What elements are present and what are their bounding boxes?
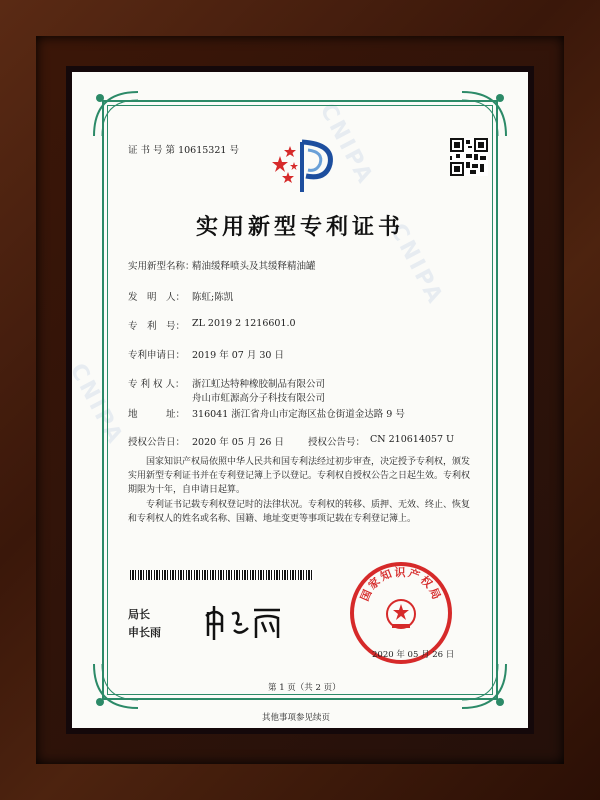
watermark: CNIPA [384, 219, 449, 310]
field-value-utility-name: 精油缓释喷头及其缓释精油罐 [192, 261, 316, 272]
watermark: CNIPA [314, 99, 379, 190]
field-label-patentee: 专 利 权 人： [128, 379, 185, 390]
field-label-patent-number: 专 利 号： [128, 321, 186, 332]
corner-ornament-icon [458, 88, 510, 140]
seal-text: 国家知识产权局 [358, 566, 444, 604]
grant-statement: 国家知识产权局依照中华人民共和国专利法经过初步审查，决定授予专利权，颁发实用新型专利证书并在专利登记簿上予以登记。专利权自授权公告之日起生效。专利权期限为十年，自申请日起算。 [128, 457, 471, 495]
field-label-inventor: 发 明 人： [128, 292, 186, 303]
certificate-paper [64, 72, 528, 728]
corner-ornament-icon [90, 88, 142, 140]
cnipa-logo-icon [270, 136, 336, 196]
qr-code [450, 138, 488, 176]
field-value-address: 316041 浙江省舟山市定海区盐仓街道金达路 9 号 [192, 409, 405, 420]
grant-date-label: 授权公告日： [128, 437, 186, 448]
certificate-title: 实用新型专利证书 [195, 214, 404, 240]
grant-date-value: 2020 年 05 月 26 日 [192, 437, 284, 448]
barcode [130, 570, 314, 580]
field-label-address: 地 址： [128, 409, 186, 420]
seal-date: 2020 年 05 月 26 日 [372, 650, 455, 660]
signature [204, 602, 284, 642]
certificate-number: 证 书 号 第 10615321 号 [128, 145, 239, 156]
field-label-filing-date: 专利申请日： [128, 350, 186, 361]
page-indicator: 第 1 页（共 2 页） [268, 683, 341, 693]
legal-status-statement: 专利证书记载专利权登记时的法律状况。专利权的转移、质押、无效、终止、恢复和专利权人的姓名或名称、国籍、地址变更等事项记载在专利登记簿上。 [128, 500, 471, 524]
field-value-inventor: 陈虹;陈凯 [192, 292, 234, 303]
director-name: 申长雨 [128, 626, 161, 639]
grant-number-value: CN 210614057 U [370, 434, 455, 445]
field-value-filing-date: 2019 年 07 月 30 日 [192, 350, 284, 361]
corner-ornament-icon [458, 660, 510, 712]
corner-ornament-icon [90, 660, 142, 712]
svg-text:国家知识产权局 [357, 566, 444, 603]
field-value-patentee-1: 浙江虹达特种橡胶制品有限公司 [192, 379, 326, 390]
field-label-utility-name: 实用新型名称： [128, 261, 195, 272]
field-value-patentee-2: 舟山市虹源高分子科技有限公司 [192, 393, 326, 404]
field-value-patent-number: ZL 2019 2 1216601.0 [192, 318, 296, 329]
director-title: 局长 [128, 608, 150, 621]
grant-number-label: 授权公告号： [308, 437, 366, 448]
watermark: CNIPA [64, 359, 129, 450]
footer-note: 其他事项参见续页 [262, 713, 331, 723]
